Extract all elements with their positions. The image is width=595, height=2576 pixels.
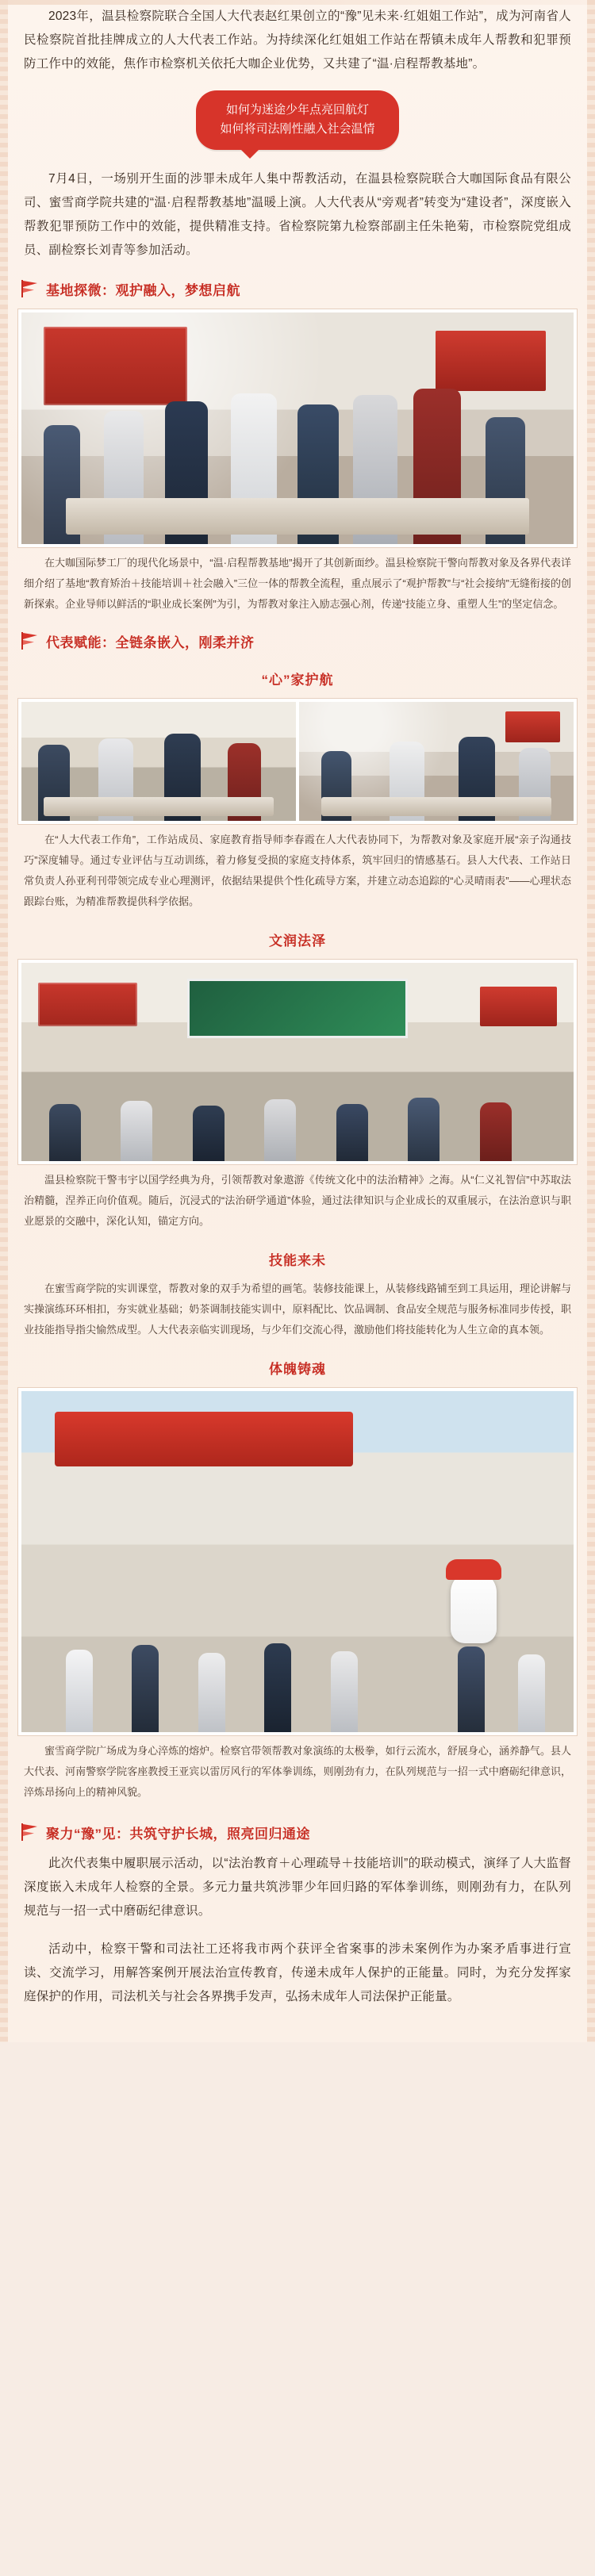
final-paragraph-1: 此次代表集中履职展示活动，以“法治教育＋心理疏导＋技能培训”的联动模式，演绎了人大监督深度嵌入未成年人检察的全景。多元力量共筑涉罪少年回归路的军体拳训练，则刚劲有力，在队列规范与一招一式中磨砺纪律意识。 <box>24 1857 571 1918</box>
red-flag-icon <box>19 631 40 651</box>
section-subtitle-body-spirit: 体魄铸魂 <box>269 1362 326 1377</box>
intro-paragraph: 2023年，温县检察院联合全国人大代表赵红果创立的“豫”见未来·红姐姐工作站”，成为河南省人民检察院首批挂牌成立的人大代表工作站。为持续深化红姐姐工作站在帮镇未成年人帮教和犯罪预防工作中的效能，焦作市检察机关依托大咖企业优势，又共建了“温·启程帮教基地”。 <box>24 10 571 71</box>
image-block-2 <box>17 698 578 825</box>
section-subtitle-heart-home: “心”家护航 <box>261 673 334 688</box>
red-flag-icon <box>19 278 40 299</box>
desk <box>44 797 274 816</box>
section-subtitle-skills-future: 技能来未 <box>269 1253 326 1268</box>
callout-line-2: 如何将司法刚性融入社会温情 <box>220 122 375 136</box>
final-section-heading <box>19 1822 576 1842</box>
final-section-title: 聚力“豫”见：共筑守护长城，照亮回归通途 <box>46 1826 310 1842</box>
photo-plaza-taichi <box>21 1391 574 1732</box>
projection-screen <box>187 979 408 1038</box>
photo-work-station-1 <box>21 702 296 821</box>
photo-grid-2 <box>21 702 574 821</box>
image-block-3 <box>17 959 578 1165</box>
callout-line-1: 如何为迷途少年点亮回航灯 <box>225 103 369 117</box>
photo-scene <box>21 963 574 1161</box>
banner-right <box>505 711 560 742</box>
table-front <box>66 498 530 535</box>
caption-2: 在“人大代表工作角”，工作站成员、家庭教育指导师李春霞在人大代表协同下，为帮教对象及家庭开展“亲子沟通技巧”深度辅导。通过专业评估与互动训练，着力修复受损的家庭支持体系，筑牢回归的情感基石。县人大代表、工作站日常负责人孙亚利刊带领完成专业心理测评，依据结果提供个性化疏导方案，并建立动态追踪的“心灵晴雨表”——心理状态跟踪台账，为精准帮教提供科学依据。 <box>24 834 571 907</box>
photo-scene <box>21 312 574 544</box>
caption-3: 温县检察院干警韦宇以国学经典为舟，引领帮教对象遨游《传统文化中的法治精神》之海。从“仁义礼智信”中苏取法治精髓，涅养正向价值观。随后，沉浸式的“法治研学通道”体验，通过法律知识与企业成长的双重展示，在法治意识与职业愿景的交融中，深化认知，锚定方向。 <box>24 1174 571 1227</box>
section-title-2: 代表赋能：全链条嵌入，刚柔并济 <box>46 634 255 650</box>
section-heading-1 <box>19 278 576 299</box>
banner-right <box>436 331 546 391</box>
callout-banner <box>196 90 398 150</box>
red-flag-icon <box>19 1822 40 1842</box>
lead-paragraph: 7月4日，一场别开生面的涉罪未成年人集中帮教活动，在温县检察院联合大咖国际食品有限公司、蜜雪商学院共建的“温·启程帮教基地”温暖上演。人大代表从“旁观者”转变为“建设者”，深度嵌入帮教犯罪预防工作中的效能，提供精准支持。省检察院第九检察部副主任朱艳菊，市检察院党组成员、副检察长刘青等参加活动。 <box>24 172 571 257</box>
caption-4: 在蜜雪商学院的实训课堂，帮教对象的双手为希望的画笔。装修技能课上，从装修线路铺至到工具运用，理论讲解与实操演练环环相扣，夯实就业基础；奶茶调制技能实训中，原料配比、饮品调制、食品安全规范与服务标准同步传授，职业技能指导指尖愉然成型。人大代表亲临实训现场，与少年们交流心得，激励他们将技能转化为人生立命的真本领。 <box>24 1282 571 1336</box>
trainees-group <box>21 1589 574 1732</box>
shop-sign <box>55 1412 353 1466</box>
desk <box>321 797 552 816</box>
photo-base-visit-1 <box>21 312 574 544</box>
caption-5: 蜜雪商学院广场成为身心淬炼的熔炉。检察官带领帮教对象演练的太极拳，如行云流水，舒展身心，涵养静气。县人大代表、河南警察学院客座教授王亚宾以雷厉风行的军体拳训练，则刚劲有力，在队列规范与一招一式中磨砺纪律意识，淬炼昂扬向上的精神风貌。 <box>24 1745 571 1798</box>
photo-work-station-2 <box>299 702 574 821</box>
image-block-5 <box>17 1387 578 1736</box>
audience-group <box>21 1062 574 1161</box>
image-block-1 <box>17 309 578 548</box>
callout-banner-wrap <box>24 90 571 150</box>
section-subtitle-culture-law: 文润法泽 <box>269 933 326 949</box>
banner-left <box>38 983 137 1026</box>
final-paragraph-2: 活动中，检察干警和司法社工还将我市两个获评全省案事的涉未案例作为办案矛盾事进行宣读、交流学习，用解答案例开展法治宣传教育，传递未成年人保护的正能量。同时，为充分发挥家庭保护的作用，司法机关与社会各界携手发声，弘扬未成年人司法保护正能量。 <box>24 1942 571 2003</box>
section-heading-2 <box>19 631 576 651</box>
caption-1: 在大咖国际梦工厂的现代化场景中，“温·启程帮教基地”揭开了其创新面纱。温县检察院干警向帮教对象及各界代表详细介绍了基地“教育矫治＋技能培训＋社会融入”三位一体的帮教全流程，重点展示了“观护帮教”与“社会接纳”无缝衔接的创新探索。企业导师以鲜活的“职业成长案例”为引，为帮教对象注入励志强心剂，传递“技能立身、重塑人生”的坚定信念。 <box>24 557 571 610</box>
photo-scene <box>21 702 296 821</box>
photo-scene <box>299 702 574 821</box>
section-title-1: 基地探微：观护融入，梦想启航 <box>46 282 240 298</box>
photo-scene <box>21 1391 574 1732</box>
photo-lecture-hall <box>21 963 574 1161</box>
banner-left <box>44 327 187 405</box>
banner-right <box>480 987 557 1026</box>
